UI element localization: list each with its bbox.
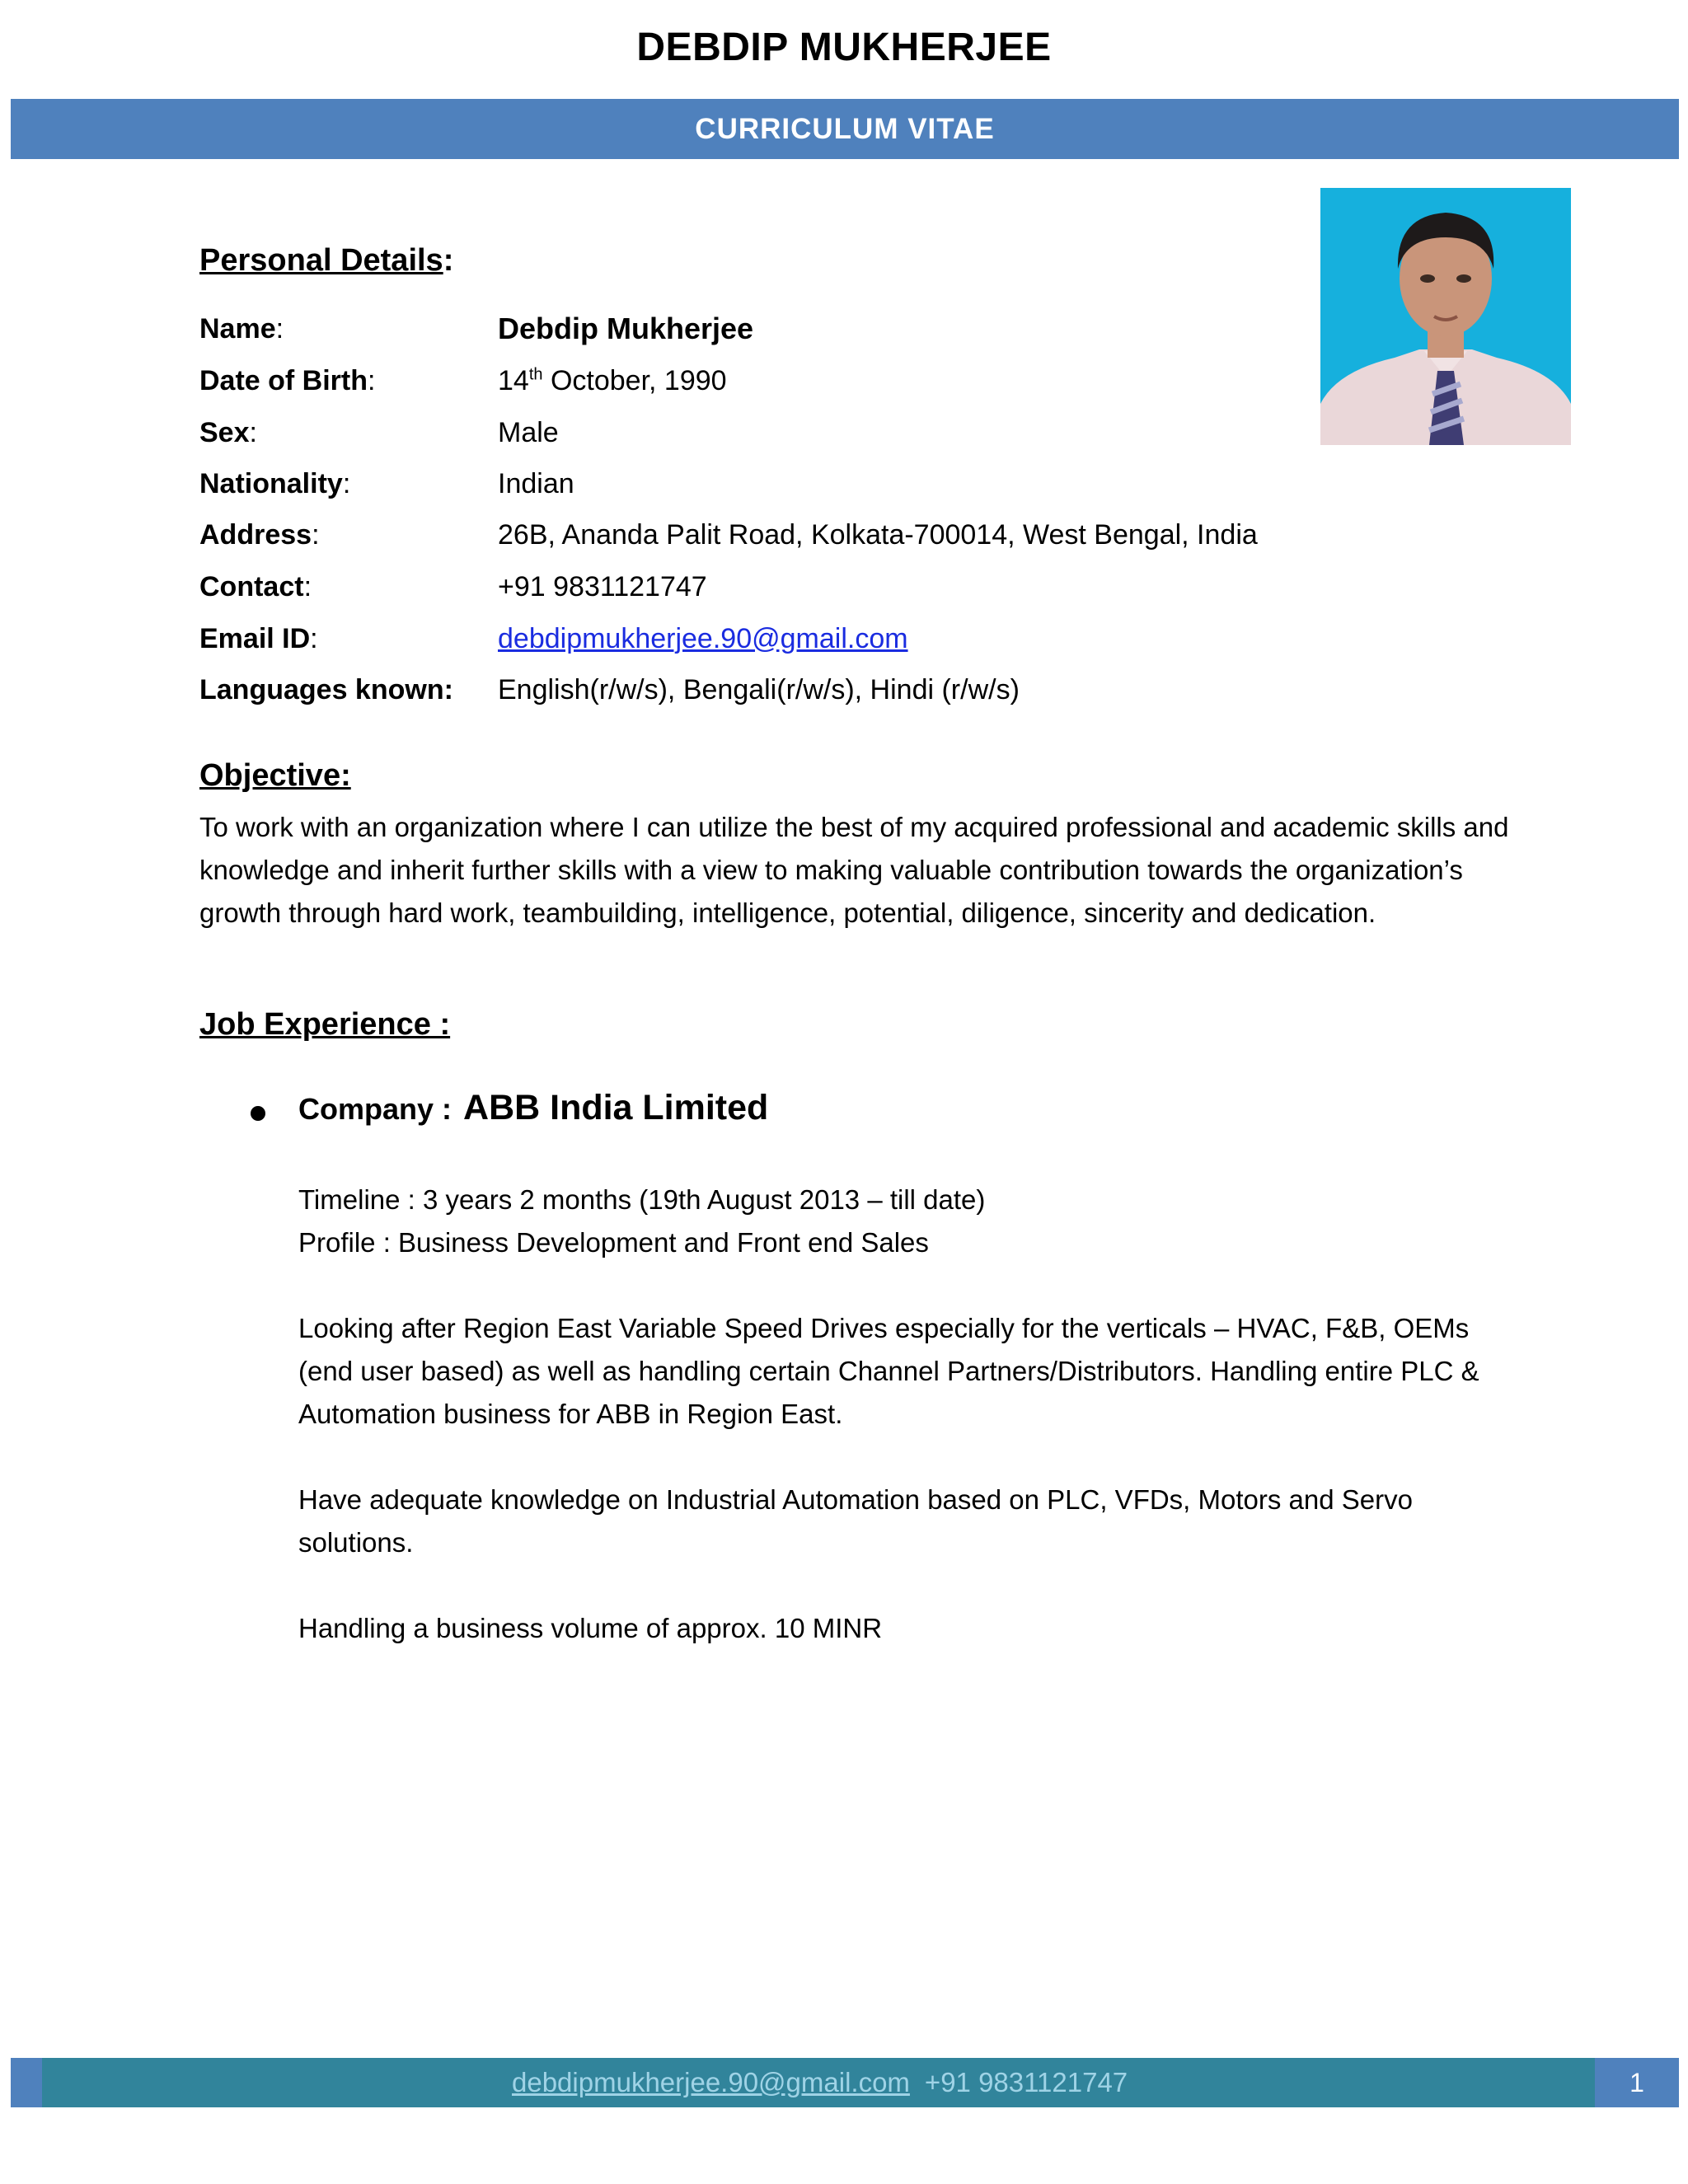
name-value: Debdip Mukherjee: [498, 312, 754, 345]
objective-heading: Objective:: [199, 758, 351, 793]
detail-row-languages: Languages known: English(r/w/s), Bengali(r/w/s), Hindi (r/w/s): [199, 673, 1020, 705]
footer-contact: [512, 2058, 1128, 2107]
cv-banner: [11, 99, 1679, 159]
personal-details-heading: Personal Details:: [199, 243, 454, 278]
footer-phone: +91 9831121747: [924, 2067, 1128, 2097]
page-footer: [11, 2058, 1679, 2107]
objective-text: To work with an organization where I can utilize the best of my acquired professional and academic skills and knowledge and inherit further skills with a view to making valuable contribution towards the organization’s growth through hard work, teambuilding, intelligence, potential, diligence, sincerity and dedication.: [199, 812, 1509, 928]
company-name: ABB India Limited: [463, 1088, 769, 1127]
person-photo-icon: [1320, 188, 1571, 445]
detail-row-email: Email ID: debdipmukherjee.90@gmail.com: [199, 622, 908, 654]
job-experience-heading: Job Experience :: [199, 1007, 451, 1042]
nationality-value: Indian: [498, 467, 574, 499]
contact-value: +91 9831121747: [498, 570, 707, 602]
job-description-2: Have adequate knowledge on Industrial Automation based on PLC, VFDs, Motors and Servo solutions.: [298, 1484, 1413, 1558]
resume-name-title: DEBDIP MUKHERJEE: [636, 26, 1052, 69]
company-label: Company :: [298, 1092, 452, 1126]
job-timeline: Timeline : 3 years 2 months (19th August 2013 – till date): [298, 1184, 986, 1215]
detail-row-dob: Date of Birth: 14th October, 1990: [199, 364, 727, 396]
footer-accent-strip: [11, 2058, 42, 2107]
detail-row-address: Address: 26B, Ananda Palit Road, Kolkata-700014, West Bengal, India: [199, 518, 1258, 551]
address-value: 26B, Ananda Palit Road, Kolkata-700014, West Bengal, India: [498, 518, 1258, 551]
job-description-1: Looking after Region East Variable Speed Drives especially for the verticals – HVAC, F&B, OEMs (end user based) as well as handling certain Channel Partners/Distributors. Handling entire PLC & Automation business for ABB in Region East.: [298, 1313, 1479, 1429]
sex-value: Male: [498, 416, 559, 448]
detail-row-name: Name: Debdip Mukherjee: [199, 312, 754, 345]
detail-row-sex: Sex: Male: [199, 416, 559, 448]
bullet-icon: [251, 1106, 265, 1121]
detail-row-contact: Contact: +91 9831121747: [199, 570, 707, 602]
detail-row-nationality: Nationality: Indian: [199, 467, 574, 499]
profile-photo: [1320, 188, 1571, 445]
languages-value: English(r/w/s), Bengali(r/w/s), Hindi (r/w/s): [498, 673, 1020, 705]
dob-value: 14th October, 1990: [498, 364, 727, 396]
email-link[interactable]: debdipmukherjee.90@gmail.com: [498, 622, 908, 654]
job-profile: Profile : Business Development and Front end Sales: [298, 1227, 929, 1258]
footer-email-link[interactable]: debdipmukherjee.90@gmail.com: [512, 2067, 910, 2097]
company-line: [298, 1088, 768, 1128]
job-description-3: Handling a business volume of approx. 10 MINR: [298, 1613, 883, 1643]
cv-banner-label: CURRICULUM VITAE: [695, 112, 995, 145]
page-number: 1: [1595, 2058, 1679, 2107]
